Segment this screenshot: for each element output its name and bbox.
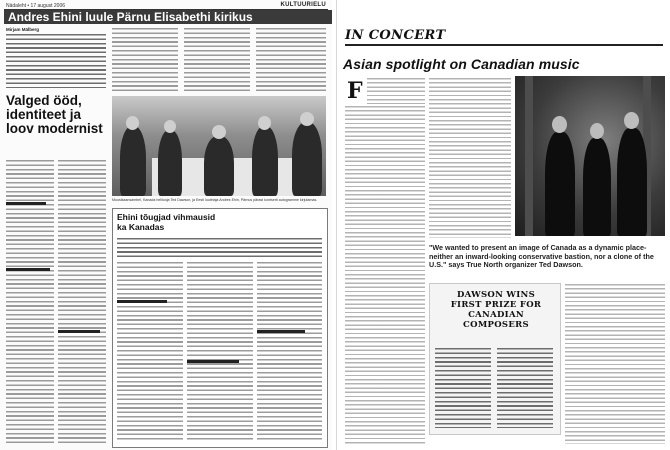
body-column-1 (345, 106, 425, 446)
photo-person (158, 130, 182, 196)
sub-heading: Ehini tõugjad vihmausid ka Kanadas (117, 212, 216, 232)
photo-pillar (525, 76, 533, 236)
photo-face (590, 123, 604, 139)
sub-article-lead (117, 238, 322, 258)
inset-column-1 (435, 348, 491, 428)
article-headline: Asian spotlight on Canadian music (343, 56, 580, 72)
photo-person (545, 132, 575, 236)
estonian-newspaper-page (0, 0, 332, 450)
kicker-rule (345, 44, 663, 46)
musicians-photo (515, 76, 665, 236)
byline: Mirjam Mälberg (6, 27, 40, 32)
photo-face (552, 116, 567, 133)
subhead-marker (6, 202, 46, 205)
body-column-1-intro (367, 78, 425, 104)
body-column-2 (429, 78, 511, 238)
photo-caption: Muusikaansambel, Kanada helilooja Ted Dawson, ja Eesti luuletaja Andres Ehin, Pärnus pärast kontserti autogramme kirjutamas. (112, 198, 318, 202)
photo-person (583, 138, 611, 236)
english-magazine-page (336, 0, 667, 450)
body-column-4 (565, 284, 665, 444)
pull-quote: "We wanted to present an image of Canada as a dynamic place-neither an inward-looking conservative bastion, nor a clone of the U.S." says True North organizer Ted Dawson. (429, 243, 654, 269)
top-column-2 (184, 28, 250, 92)
subhead-marker (257, 330, 305, 333)
section-label: KULTUURIELU (280, 2, 326, 8)
inset-title: DAWSON WINS FIRST PRIZE FOR CANADIAN COMPOSERS (450, 290, 542, 330)
photo-person (204, 136, 234, 196)
photo-person (120, 126, 146, 196)
top-column-1 (112, 28, 178, 92)
photo-person (292, 122, 322, 196)
photo-face (624, 112, 639, 129)
drop-cap: F (347, 78, 363, 104)
photo-face (258, 116, 271, 130)
subhead-marker (187, 360, 239, 363)
photo-face (300, 112, 314, 126)
photo-face (212, 125, 226, 139)
photo-person (252, 126, 278, 196)
main-heading: Valged ööd, identiteet ja loov modernist (6, 93, 103, 136)
body-column-2 (58, 160, 106, 446)
section-kicker: IN CONCERT (345, 28, 446, 43)
sub-column-2 (187, 262, 253, 442)
photo-face (164, 120, 176, 133)
sub-column-1 (117, 262, 183, 442)
intro-text-block (6, 34, 106, 88)
subhead-marker (58, 330, 100, 333)
concert-photo (112, 96, 326, 196)
masthead-date: Nädaleht • 17 august 2006 (6, 3, 66, 9)
top-column-3 (256, 28, 326, 92)
subhead-marker (6, 268, 50, 271)
sub-column-3 (257, 262, 322, 442)
photo-face (126, 116, 139, 130)
subhead-marker (117, 300, 167, 303)
banner-title: Andres Ehini luule Pärnu Elisabethi kirikus (4, 10, 332, 24)
photo-person (617, 128, 647, 236)
inset-column-2 (497, 348, 553, 428)
